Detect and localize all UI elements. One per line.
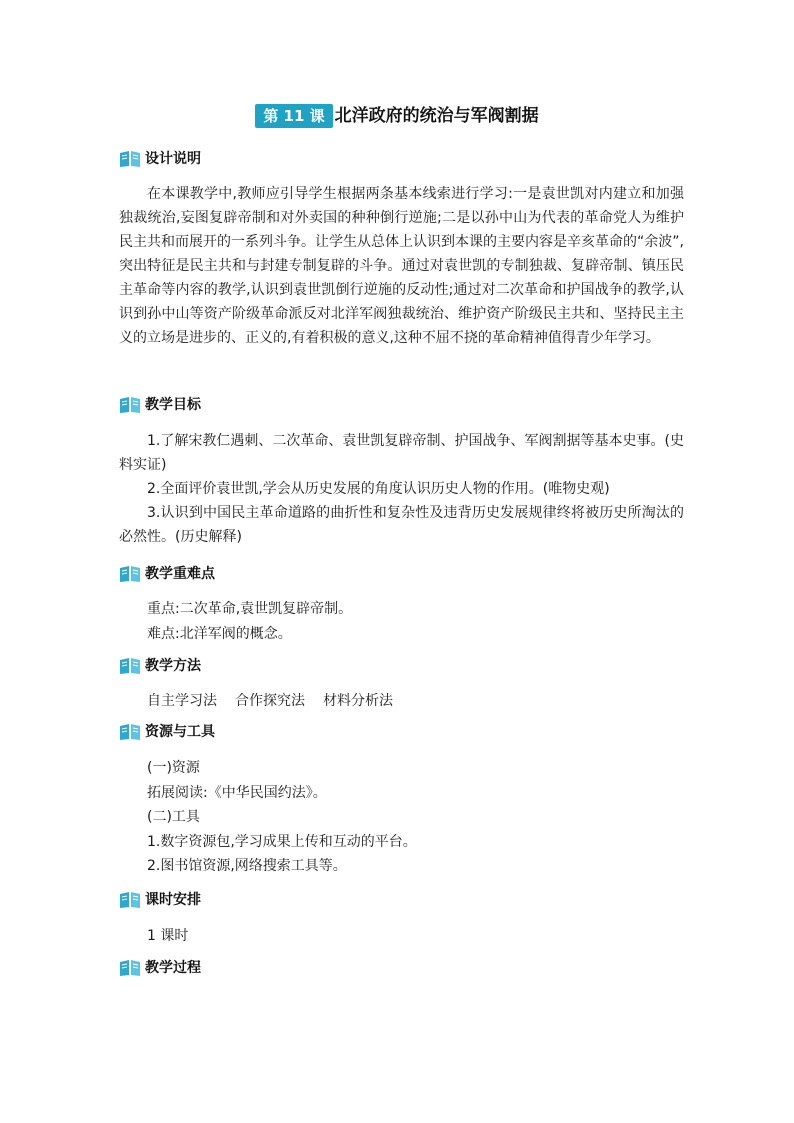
key-points-list bbox=[119, 597, 684, 646]
methods-list bbox=[119, 689, 684, 714]
open-book-icon bbox=[119, 150, 141, 168]
section-label: 教学重难点 bbox=[145, 566, 215, 582]
section-heading-methods bbox=[119, 655, 201, 677]
resources-list bbox=[119, 756, 684, 879]
section-label: 教学方法 bbox=[145, 658, 201, 674]
section-heading-design bbox=[119, 148, 201, 170]
lesson-title: 北洋政府的统治与军阀割据 bbox=[334, 106, 539, 126]
design-paragraph bbox=[119, 182, 684, 350]
open-book-icon bbox=[119, 723, 141, 741]
resource-item: (一)资源 bbox=[147, 760, 200, 776]
section-heading-key-points bbox=[119, 563, 215, 585]
section-heading-schedule bbox=[119, 889, 201, 911]
resource-item: (二)工具 bbox=[147, 809, 200, 825]
key-point-item: 难点:北洋军阀的概念。 bbox=[147, 625, 292, 642]
open-book-icon bbox=[119, 891, 141, 909]
method-item: 材料分析法 bbox=[323, 693, 393, 709]
section-heading-resources bbox=[119, 721, 215, 743]
section-heading-process bbox=[119, 957, 201, 979]
open-book-icon bbox=[119, 657, 141, 675]
goal-item: 2.全面评价袁世凯,学会从历史发展的角度认识历史人物的作用。(唯物史观) bbox=[147, 481, 610, 497]
section-label: 课时安排 bbox=[145, 892, 201, 908]
method-item: 合作探究法 bbox=[235, 693, 305, 709]
lesson-number-badge: 第 11 课 bbox=[255, 104, 332, 128]
design-text: 在本课教学中,教师应引导学生根据两条基本线索进行学习:一是袁世凯对内建立和加强独裁统治,妄图复辟帝制和对外卖国的种种倒行逆施;二是以孙中山为代表的革命党人为维护民主共和而展开的一系列斗争。让学生从总体上认识到本课的主要内容是辛亥革命的“余波”,突出特征是民主共和与封建专制复辟的斗争。通过对袁世凯的专制独裁、复辟帝制、镇压民主革命等内容的教学,认识到袁世凯倒行逆施的反动性;通过对二次革命和护国战争的教学,认识到孙中山等资产阶级革命派反对北洋军阀独裁统治、维护资产阶级民主共和、坚持民主主义的立场是进步的、正义的,有着积极的意义,这种不屈不挠的革命精神值得青少年学习。 bbox=[119, 186, 684, 346]
section-label: 资源与工具 bbox=[145, 724, 215, 740]
resource-item: 2.图书馆资源,网络搜索工具等。 bbox=[147, 858, 347, 874]
resource-item: 1.数字资源包,学习成果上传和互动的平台。 bbox=[147, 833, 417, 850]
open-book-icon bbox=[119, 565, 141, 583]
section-label: 设计说明 bbox=[145, 151, 201, 167]
schedule-text: 1 课时 bbox=[147, 928, 189, 944]
goal-item: 3.认识到中国民主革命道路的曲折性和复杂性及违背历史发展规律终将被历史所淘汰的必然性。(历史解释) bbox=[119, 505, 684, 545]
section-label: 教学过程 bbox=[145, 960, 201, 976]
method-item: 自主学习法 bbox=[147, 693, 217, 709]
schedule-text-block bbox=[119, 924, 684, 949]
goals-list bbox=[119, 429, 684, 549]
resource-item: 拓展阅读:《中华民国约法》。 bbox=[147, 784, 327, 801]
open-book-icon bbox=[119, 396, 141, 414]
key-point-item: 重点:二次革命,袁世凯复辟帝制。 bbox=[147, 601, 353, 617]
section-label: 教学目标 bbox=[145, 397, 201, 413]
goal-item: 1.了解宋教仁遇刺、二次革命、袁世凯复辟帝制、护国战争、军阀割据等基本史事。(史料实证) bbox=[119, 433, 684, 473]
section-heading-goals bbox=[119, 394, 201, 416]
open-book-icon bbox=[119, 959, 141, 977]
lesson-title-row bbox=[0, 104, 794, 128]
